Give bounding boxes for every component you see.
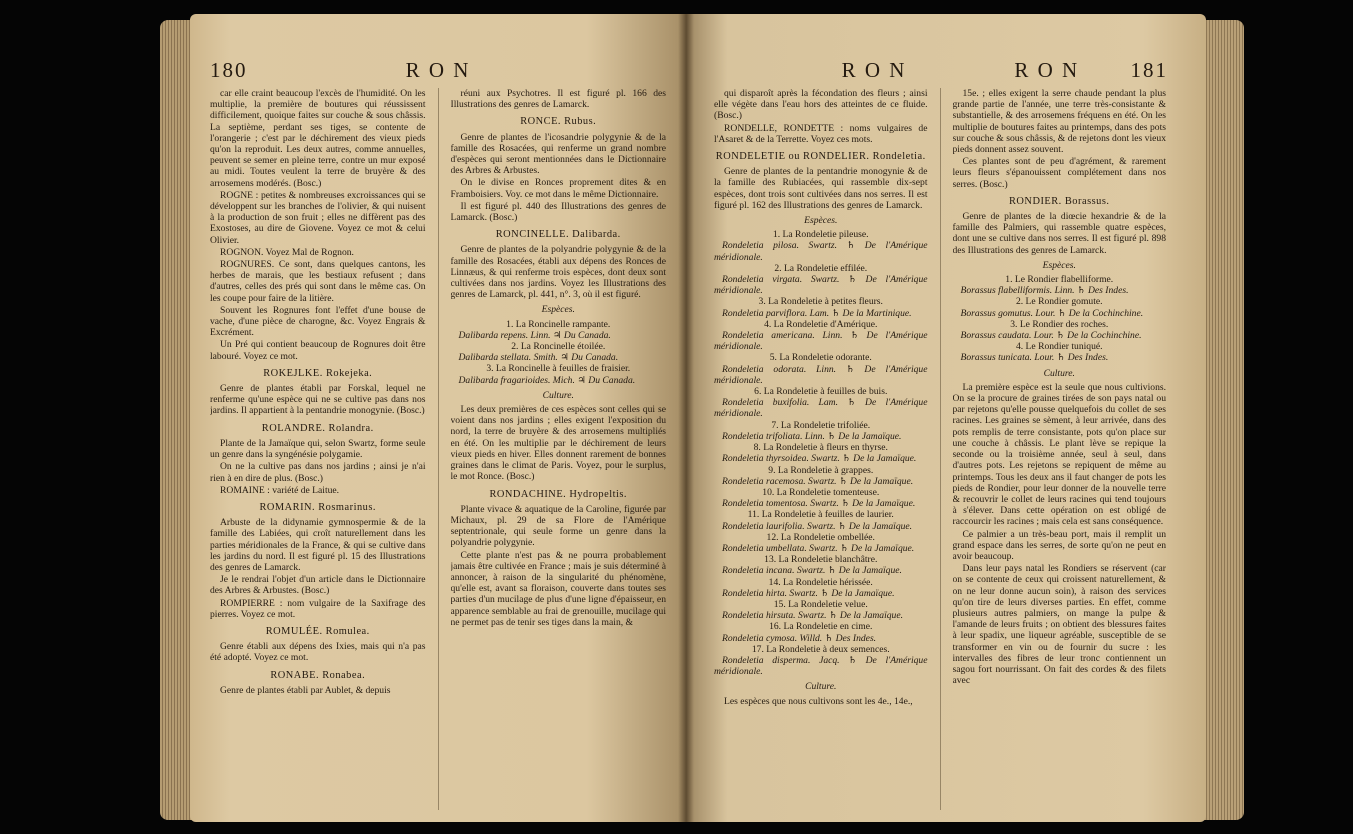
species-binomial: Rondeletia racemosa. Swartz. ♄ De la Jamaïque.: [722, 475, 914, 487]
species-item: 15. La Rondeletie velue.: [773, 598, 868, 610]
paragraph: Genre de plantes de la polyandrie polygynie & de la famille des Rosacées, établi aux dépens des Ronces de Linnæus, & qui renferme trois espèces, dont deux sont cultivées dans nos jardins. Voyez les Illustrations des genres de Lamarck, pl. 441, n°. 3, où il est figuré.: [450, 244, 666, 301]
entry-heading: ROLANDRE. Rolandra.: [261, 422, 374, 434]
species-binomial: Rondeletia laurifolia. Swartz. ♄ De la Jamaïque.: [722, 520, 913, 532]
paragraph: ROGNURES. Ce sont, dans quelques cantons, les herbes de marais, que les bestiaux refusent ; dans d'autres, celles des prés qui sont dans le même cas. On les coupe pour faire de la litière.: [210, 259, 426, 304]
paragraph: Genre de plantes de la pentandrie monogynie & de la famille des Rubiacées, qui rassemble dix-sept espèces, dont trois sont cultivées dans nos serres. Il est figuré pl. 162 des Illustrations des genres de Lamarck.: [714, 166, 928, 211]
paragraph: Genre établi aux dépens des Ixies, mais qui n'a pas été adopté. Voyez ce mot.: [210, 641, 426, 664]
species-item: 1. Le Rondier flabelliforme.: [1005, 274, 1114, 286]
species-item: 3. La Rondeletie à petites fleurs.: [758, 296, 883, 308]
section-heading: Espèces.: [804, 215, 838, 227]
species-item: 2. Le Rondier gomute.: [1015, 296, 1103, 308]
species-binomial: Dalibarda fragarioides. Mich. ♃ Du Canada.: [458, 374, 636, 386]
species-binomial: Borassus tunicata. Lour. ♄ Des Indes.: [960, 352, 1109, 364]
species-binomial: Dalibarda stellata. Smith. ♃ Du Canada.: [458, 352, 619, 364]
right-page-edges: [1204, 20, 1244, 820]
paragraph: Dans leur pays natal les Rondiers se réservent (car on se contente de ceux qui croissent naturellement, & on ne leur donne aucun soin), à raison des services qu'on tire de leurs diverses parties. En effet, comme plusieurs autres palmiers, on mange la pulpe & l'amande de leurs fruits ; on obtient des blessures faites à leur spadix, une liqueur agréable, susceptible de se transformer en vin ou de fournir du sucre : les intervalles des fibres de leur tronc contiennent un sagou fort nourrissant. On fait des cordes & des filets avec: [952, 563, 1166, 687]
section-heading: Espèces.: [1042, 259, 1076, 271]
paragraph: Les espèces que nous cultivons sont les 4e., 14e.,: [724, 695, 913, 707]
left-running-head: R O N: [405, 58, 471, 82]
species-item: 16. La Rondeletie en cime.: [769, 621, 873, 633]
species-item: 11. La Rondeletie à feuilles de laurier.: [747, 509, 894, 521]
species-binomial: Dalibarda repens. Linn. ♃ Du Canada.: [458, 329, 611, 341]
right-page-number: 181: [1130, 58, 1168, 82]
paragraph: réuni aux Psychotres. Il est figuré pl. 166 des Illustrations des genres de Lamarck.: [450, 88, 666, 111]
species-item: 2. La Rondeletie effilée.: [774, 262, 868, 274]
species-item: 12. La Rondeletie ombellée.: [766, 531, 875, 543]
species-item: 4. La Rondeletie d'Amérique.: [764, 318, 878, 330]
paragraph: RONDELLE, RONDETTE : noms vulgaires de l'Asaret & de la Terrette. Voyez ces mots.: [714, 122, 928, 145]
paragraph: Genre de plantes de la diœcie hexandrie & de la famille des Palmiers, qui rassemble quatre espèces, dont une se cultive dans nos serres. Il est figuré pl. 898 des Illustrations des genres de Lamarck.: [952, 211, 1166, 256]
paragraph: On ne la cultive pas dans nos jardins ; ainsi je n'ai rien à en dire de plus. (Bosc.): [210, 461, 426, 484]
paragraph: Cette plante n'est pas & ne pourra probablement jamais être cultivée en France ; mais je suis déterminé à annoncer, à raison de la singularité du phénomène, qu'elle est, avant sa floraison, couverte dans toutes ses parties d'un mucilage de plus d'une ligne d'épaisseur, en apparence semblable au frai de grenouille, mucilage qui ne permet pas de tenir ses tiges dans la main, &: [450, 549, 666, 628]
section-heading: Culture.: [1043, 367, 1075, 379]
left-running-header: [210, 58, 666, 86]
left-column-2: [451, 88, 667, 810]
paragraph: Genre de plantes établi par Forskal, lequel ne renferme qu'une espèce qui ne se cultive pas dans nos jardins. Il appartient à la pentandrie monogynie. (Bosc.): [210, 383, 426, 417]
right-running-head-2: R O N: [1014, 58, 1080, 82]
paragraph: 15e. ; elles exigent la serre chaude pendant la plus grande partie de l'année, une terre très-consistante & substantielle, & des arrosemens fréquens en été. On les multiplie de boutures faites au printemps, dans des pots sur couche & sous châssis, & de rejetons dont les vieux pieds donnent assez souvent.: [952, 88, 1166, 156]
species-item: 3. La Roncinelle à feuilles de fraisier.: [486, 363, 631, 375]
paragraph: ROGNON. Voyez Mal de Rognon.: [220, 246, 354, 258]
paragraph: Genre de plantes de l'icosandrie polygynie & de la famille des Rosacées, qui renferme un grand nombre d'espèces qui seront mentionnées dans le Dictionnaire des Arbres & Arbustes.: [450, 131, 666, 177]
species-binomial: Rondeletia disperma. Jacq. ♄ De l'Amérique méridionale.: [714, 654, 928, 678]
paragraph: Les deux premières de ces espèces sont celles qui se voient dans nos jardins ; elles exigent l'exposition du nord, la terre de bruyère & des arrosemens multipliés en été. On les multiplie par le déchirement de leurs vieux pieds en hiver. Elles donnent rarement de bonnes graines dans le climat de Paris. Voyez, pour le surplus, le mot Ronce. (Bosc.): [450, 404, 666, 483]
paragraph: On le divise en Ronces proprement dites & en Framboisiers. Voy. ce mot dans le même Dictionnaire.: [450, 177, 666, 200]
section-heading: Culture.: [542, 389, 574, 401]
species-binomial: Rondeletia tomentosa. Swartz. ♄ De la Jamaïque.: [722, 498, 916, 510]
entry-heading: RONABE. Ronabea.: [270, 669, 366, 681]
right-columns: [714, 88, 1166, 810]
right-running-head: R O N: [841, 58, 907, 82]
species-binomial: Borassus gomutus. Lour. ♄ De la Cochinchine.: [960, 307, 1144, 319]
paragraph: Souvent les Rognures font l'effet d'une bouse de vache, d'une pièce de charogne, &c. Voyez Engrais & Excrément.: [210, 304, 426, 339]
species-binomial: Rondeletia virgata. Swartz. ♄ De l'Amérique méridionale.: [714, 274, 928, 297]
entry-heading: RONCINELLE. Dalibarda.: [495, 229, 621, 241]
entry-heading: RONCE. Rubus.: [520, 116, 597, 128]
species-binomial: Rondeletia americana. Linn. ♄ De l'Amérique méridionale.: [714, 330, 928, 353]
paragraph: La première espèce est la seule que nous cultivions. On se la procure de graines tirées de son pays natal ou par rejetons qu'elle pousse quelquefois du collet de ses racines. Les graines se sèment, à leur arrivée, dans des pots remplis de terre consistante, pots qu'on place sur une couche à châssis. Le plant lève se repique la seconde ou la troisième année, seul à seul, dans d'autres pots. Les rejetons se repiquent de même au printemps. Tous les deux ans il faut changer de pots les pieds de Rondier, pour leur donner de la nouvelle terre & recouvrir le collet de leurs racines qui tend toujours à s'élever. Dans cette opération on est obligé de raccourcir les racines ; mais cela est sans conséquence.: [952, 381, 1166, 528]
paragraph: qui disparoît après la fécondation des fleurs ; ainsi elle végète dans l'eau hors des atteintes de ce fluide. (Bosc.): [714, 88, 928, 122]
paragraph: Plante vivace & aquatique de la Caroline, figurée par Michaux, pl. 29 de sa Flore de l'Amérique septentrionale, qui seule forme un genre dans la polyandrie polygynie.: [450, 503, 666, 549]
paragraph: Je le rendrai l'objet d'un article dans le Dictionnaire des Arbres & Arbustes. (Bosc.): [210, 574, 426, 597]
species-item: 14. La Rondeletie hérissée.: [768, 576, 873, 588]
species-item: 13. La Rondeletie blanchâtre.: [764, 554, 878, 566]
paragraph: Genre de plantes établi par Aublet, & depuis: [220, 684, 391, 696]
section-heading: Culture.: [805, 681, 837, 693]
species-binomial: Rondeletia buxifolia. Lam. ♄ De l'Amérique méridionale.: [714, 397, 928, 420]
right-column-1: [714, 88, 928, 810]
left-columns: [210, 88, 666, 810]
species-item: 17. La Rondeletie à deux semences.: [751, 643, 890, 655]
species-binomial: Rondeletia cymosa. Willd. ♄ Des Indes.: [722, 632, 877, 644]
species-binomial: Rondeletia hirta. Swartz. ♄ De la Jamaïque.: [722, 587, 895, 599]
species-item: 9. La Rondeletie à grappes.: [768, 464, 874, 476]
paragraph: Ces plantes sont de peu d'agrément, & rarement leurs fleurs s'épanouissent complétement dans nos serres. (Bosc.): [952, 156, 1166, 190]
species-binomial: Rondeletia hirsuta. Swartz. ♄ De la Jamaïque.: [722, 610, 904, 622]
species-binomial: Rondeletia pilosa. Swartz. ♄ De l'Amérique méridionale.: [714, 240, 928, 263]
species-item: 3. Le Rondier des roches.: [1010, 318, 1109, 330]
left-page: [190, 14, 686, 822]
right-column-2: [953, 88, 1167, 810]
paragraph: Plante de la Jamaïque qui, selon Swartz, forme seule un genre dans la syngénésie polygamie.: [210, 437, 426, 461]
paragraph: ROGNE : petites & nombreuses excroissances qui se développent sur les branches de l'olivier, & qui nuisent à la production de son fruit ; elles ne diffèrent pas des Exostoses, au dire de Giovene. Voyez ce mot & celui Olivier.: [210, 189, 426, 246]
species-item: 1. La Roncinelle rampante.: [506, 318, 611, 330]
paragraph: Arbuste de la didynamie gymnospermie & de la famille des Labiées, qui croît naturellement dans les parties méridionales de la France, & qui se cultive dans les jardins du nord. Il est figuré pl. 15 des Illustrations des genres de Lamarck.: [210, 517, 426, 573]
paragraph: ROMPIERRE : nom vulgaire de la Saxifrage des pierres. Voyez ce mot.: [210, 597, 426, 620]
left-column-rule: [438, 88, 439, 810]
left-column-1: [210, 88, 426, 810]
right-column-rule: [940, 88, 941, 810]
species-item: 7. La Rondeletie trifoliée.: [771, 419, 871, 431]
species-binomial: Rondeletia parviflora. Lam. ♄ De la Martinique.: [722, 307, 912, 319]
species-item: 10. La Rondeletie tomenteuse.: [762, 486, 880, 498]
paragraph: car elle craint beaucoup l'excès de l'humidité. On les multiplie, la première de boutures qui réussissent difficilement, quoique faites sur couche & sous châssis. La septième, perdant ses tiges, se contente de l'orangerie ; c'est par le déchirement des vieux pieds qu'on la reproduit. Les deux autres, comme annuelles, peuvent se semer en pleine terre, contre un mur exposé au midi. Toutes veulent la terre de bruyère & des arrosemens modérés. (Bosc.): [210, 88, 426, 189]
left-page-edges: [160, 20, 192, 820]
species-item: 2. La Roncinelle étoilée.: [511, 341, 606, 353]
species-binomial: Rondeletia trifoliata. Linn. ♄ De la Jamaïque.: [722, 430, 902, 442]
entry-heading: ROMARIN. Rosmarinus.: [259, 501, 376, 513]
entry-heading: RONDIER. Borassus.: [1009, 195, 1110, 207]
entry-heading: RONDELETIE ou RONDELIER. Rondeletia.: [715, 151, 926, 163]
species-binomial: Borassus flabelliformis. Linn. ♄ Des Indes.: [960, 285, 1129, 297]
entry-heading: ROKEJLKE. Rokejeka.: [263, 367, 373, 379]
section-heading: Espèces.: [541, 304, 575, 316]
species-item: 4. Le Rondier tuniqué.: [1015, 341, 1103, 353]
left-page-number: 180: [210, 58, 248, 82]
entry-heading: ROMULÉE. Romulea.: [265, 625, 370, 637]
species-item: 6. La Rondeletie à feuilles de buis.: [754, 386, 888, 398]
paragraph: Un Pré qui contient beaucoup de Rognures doit être labouré. Voyez ce mot.: [210, 339, 426, 362]
species-binomial: Rondeletia incana. Swartz. ♄ De la Jamaïque.: [722, 565, 902, 577]
species-binomial: Rondeletia odorata. Linn. ♄ De l'Amérique méridionale.: [714, 363, 928, 386]
paragraph: Ce palmier a un très-beau port, mais il remplit un grand espace dans les serres, de sorte qu'on ne peut en avoir beaucoup.: [952, 528, 1166, 562]
species-binomial: Rondeletia thyrsoidea. Swartz. ♄ De la Jamaïque.: [722, 453, 917, 465]
species-item: 5. La Rondeletie odorante.: [769, 352, 872, 364]
species-item: 8. La Rondeletie à fleurs en thyrse.: [753, 442, 888, 454]
species-item: 1. La Rondeletie pileuse.: [772, 229, 869, 241]
entry-heading: RONDACHINE. Hydropeltis.: [489, 488, 628, 500]
right-running-header: [706, 58, 1186, 86]
species-binomial: Rondeletia umbellata. Swartz. ♄ De la Jamaïque.: [722, 542, 915, 554]
paragraph: ROMAINE : variété de Laitue.: [220, 484, 340, 496]
right-page: [686, 14, 1206, 822]
paragraph: Il est figuré pl. 440 des Illustrations des genres de Lamarck. (Bosc.): [450, 200, 666, 224]
species-binomial: Borassus caudata. Lour. ♄ De la Cochinchine.: [960, 330, 1142, 342]
book-gutter: [678, 14, 694, 822]
